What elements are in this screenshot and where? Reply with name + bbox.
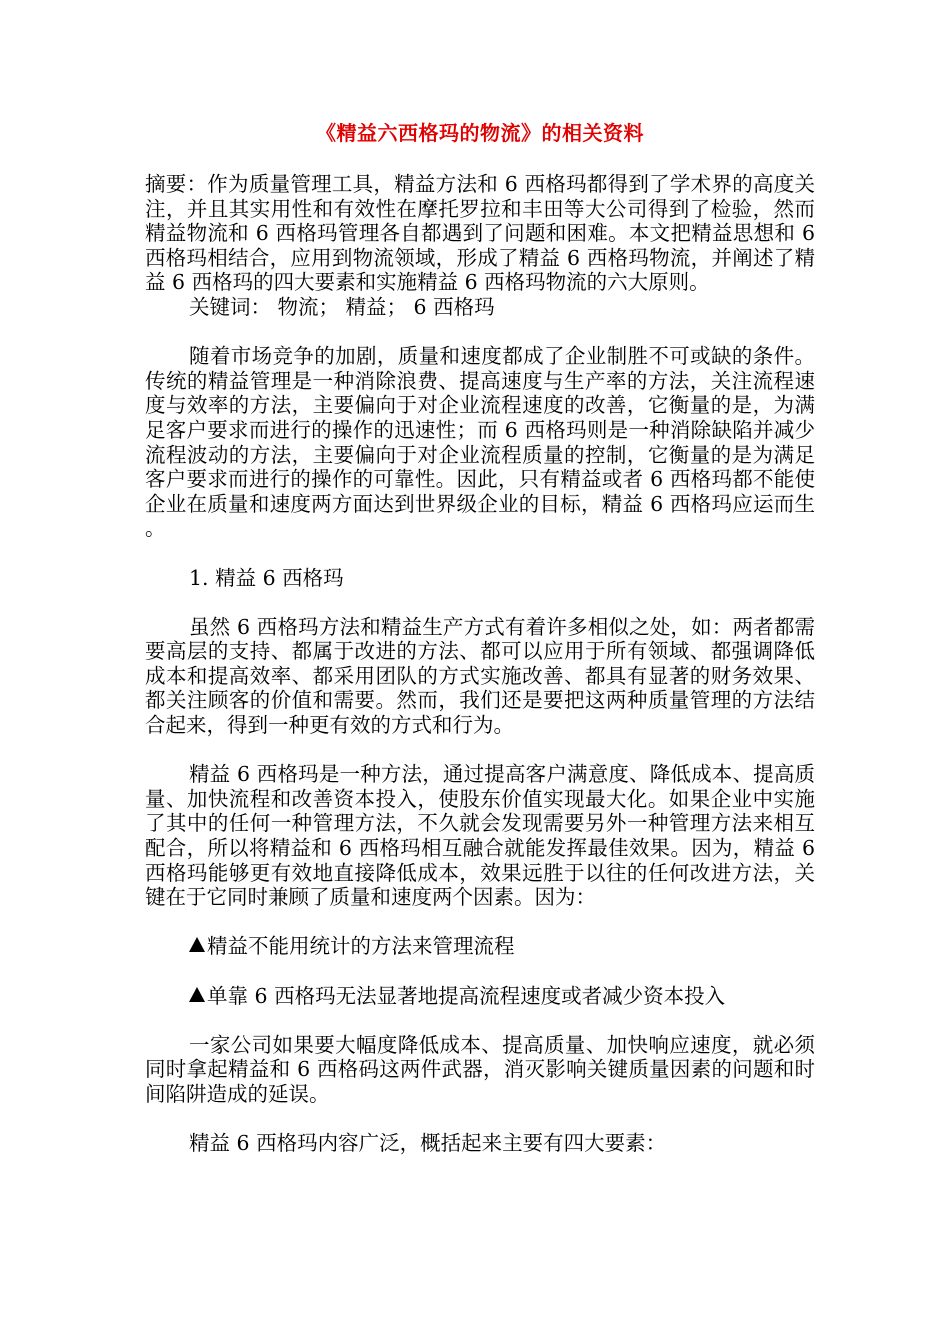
document-page <box>145 118 815 1156</box>
spacer <box>145 910 815 935</box>
spacer <box>145 959 815 984</box>
body-paragraph-5: 精益 6 西格玛内容广泛，概括起来主要有四大要素： <box>189 1131 667 1156</box>
bullet-item-1 <box>145 934 815 959</box>
triangle-up-icon <box>189 987 205 1002</box>
spacer <box>145 1008 815 1033</box>
keywords-line: 关键词： 物流； 精益； 6 西格玛 <box>189 294 495 319</box>
spacer <box>145 1107 815 1132</box>
body-paragraph-2: 虽然 6 西格玛方法和精益生产方式有着许多相似之处，如：两者都需要高层的支持、都属于改进的方法、都可以应用于所有领域、都强调降低成本和提高效率、都采用团队的方式实施改善、都具有显著的财务效果、都关注顾客的价值和需要。然而，我们还是要把这两种质量管理的方法结合起来，得到一种更有效的方式和行为。 <box>145 614 815 738</box>
triangle-up-icon <box>189 937 205 952</box>
bullet-item-2 <box>145 984 815 1009</box>
bullet-text-2: 单靠 6 西格玛无法显著地提高流程速度或者减少资本投入 <box>207 983 726 1008</box>
document-title: 《精益六西格玛的物流》的相关资料 <box>316 121 644 145</box>
spacer <box>145 738 815 763</box>
abstract-paragraph: 摘要：作为质量管理工具，精益方法和 6 西格玛都得到了学术界的高度关注，并且其实用性和有效性在摩托罗拉和丰田等大公司得到了检验，然而精益物流和 6 西格玛管理各自都遇到了问题和困难。本文把精益思想和 6 西格玛相结合，应用到物流领域，形成了精益 6 西格玛物流，并阐述了精益 6 西格玛的四大要素和实施精益 6 西格玛物流的六大原则。 <box>145 172 815 295</box>
body-paragraph-4: 一家公司如果要大幅度降低成本、提高质量、加快响应速度，就必须同时拿起精益和 6 西格码这两件武器，消灭影响关键质量因素的问题和时间陷阱造成的延误。 <box>145 1032 815 1106</box>
spacer <box>145 541 815 566</box>
section-heading-1: 1. 精益 6 西格玛 <box>189 565 344 590</box>
bullet-text-1: 精益不能用统计的方法来管理流程 <box>207 934 515 959</box>
spacer <box>145 320 815 345</box>
spacer <box>145 590 815 615</box>
body-paragraph-1: 随着市场竞争的加剧，质量和速度都成了企业制胜不可或缺的条件。传统的精益管理是一种消除浪费、提高速度与生产率的方法，关注流程速度与效率的方法，主要偏向于对企业流程速度的改善，它衡量的是，为满足客户要求而进行的操作的迅速性；而 6 西格玛则是一种消除缺陷并减少流程波动的方法，主要偏向于对企业流程质量的控制，它衡量的是为满足客户要求而进行的操作的可靠性。因此，只有精益或者 6 西格玛都不能使企业在质量和速度两方面达到世界级企业的目标，精益 6 西格玛应运而生。 <box>145 344 815 541</box>
body-paragraph-3: 精益 6 西格玛是一种方法，通过提高客户满意度、降低成本、提高质量、加快流程和改善资本投入，使股东价值实现最大化。如果企业中实施了其中的任何一种管理方法，不久就会发现需要另外一种管理方法来相互配合，所以将精益和 6 西格玛相互融合就能发挥最佳效果。因为，精益 6 西格玛能够更有效地直接降低成本，效果远胜于以往的任何改进方法，关键在于它同时兼顾了质量和速度两个因素。因为： <box>145 762 815 910</box>
